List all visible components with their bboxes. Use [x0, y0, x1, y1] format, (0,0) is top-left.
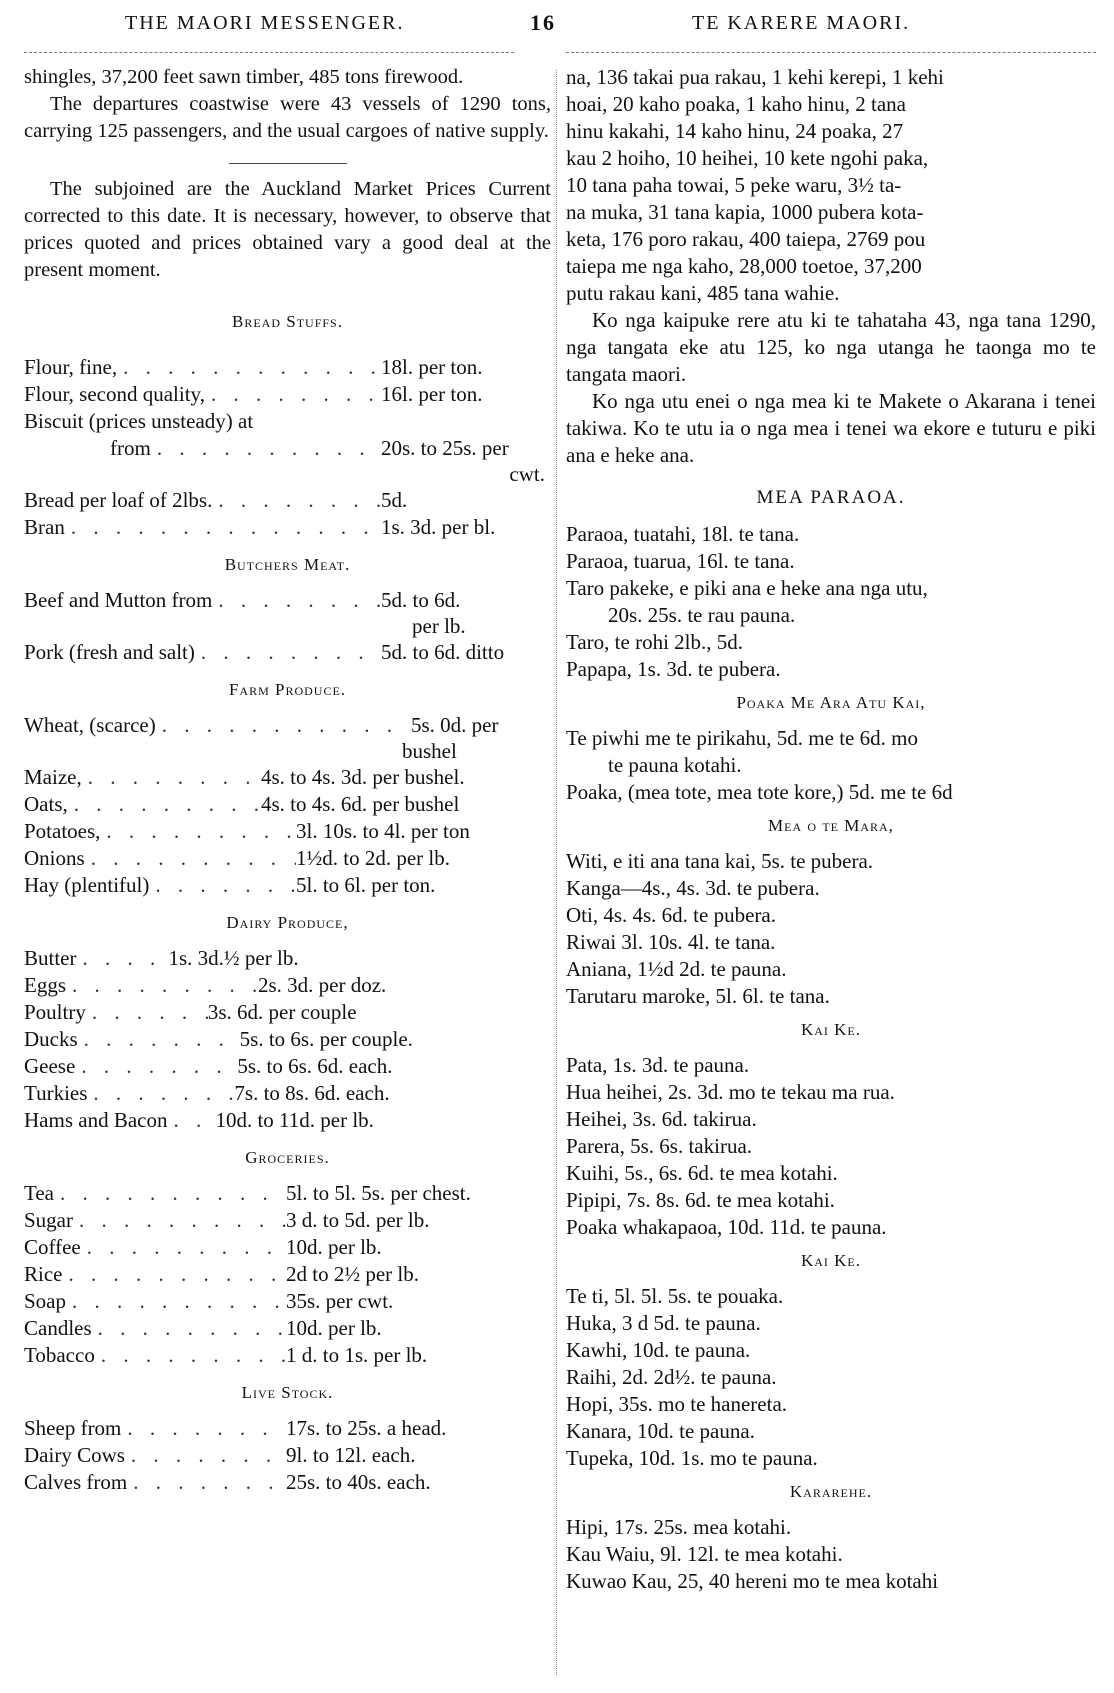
text-line: Raihi, 2d. 2d½. te pauna.: [566, 1365, 777, 1389]
price-row: Beef and Mutton from . . . 5d. to 6d.: [24, 587, 551, 614]
price-row: Butter . . . 1s. 3d.½ per lb.: [24, 945, 551, 972]
header-title-maori: TE KARERE MAORI.: [692, 12, 911, 34]
text-line: Aniana, 1½d 2d. te pauna.: [566, 957, 787, 981]
price-row: Ducks . . . 5s. to 6s. per couple.: [24, 1026, 551, 1053]
price-row: Poultry . . . 3s. 6d. per couple: [24, 999, 551, 1026]
text-line: Hipi, 17s. 25s. mea kotahi.: [566, 1515, 792, 1539]
text-line: Hopi, 35s. mo te hanereta.: [566, 1392, 788, 1416]
price-row: Dairy Cows . . . 9l. to 12l. each.: [24, 1442, 551, 1469]
price-list-meat: [24, 587, 551, 666]
maori-column: [566, 64, 1096, 1595]
price-list-livestock: [24, 1415, 551, 1496]
price-row: Eggs . . . 2s. 3d. per doz.: [24, 972, 551, 999]
price-row: Soap . . . 35s. per cwt.: [24, 1288, 551, 1315]
price-row: Geese . . . 5s. to 6s. 6d. each.: [24, 1053, 551, 1080]
price-row: from . . . 20s. to 25s. per: [24, 435, 551, 462]
text-line: Tarutaru maroke, 5l. 6l. te tana.: [566, 984, 830, 1008]
text-line: Paraoa, tuarua, 16l. te tana.: [566, 549, 795, 573]
text-line: Hua heihei, 2s. 3d. mo te tekau ma rua.: [566, 1080, 895, 1104]
text-line: 10 tana paha towai, 5 peke waru, 3½ ta-: [566, 173, 902, 197]
section-title-kai-ke-2: Kai Ke.: [800, 1251, 862, 1270]
text-line: Kawhi, 10d. te pauna.: [566, 1338, 751, 1362]
price-list-dairy: [24, 945, 551, 1134]
english-column: [24, 64, 551, 1496]
price-row: Flour, second quality, . . . 16l. per ton.: [24, 381, 551, 408]
shipping-list-maori: [566, 64, 1096, 307]
text-line: Te ti, 5l. 5l. 5s. te pouaka.: [566, 1284, 784, 1308]
section-title-poaka: Poaka Me Ara Atu Kai,: [736, 693, 926, 712]
market-intro-text: The subjoined are the Auckland Market Prices Current corrected to this date. It is necessary, however, to observe that prices quoted and prices obtained vary a good deal at the present moment.: [24, 178, 551, 281]
text-line: Witi, e iti ana tana kai, 5s. te pubera.: [566, 849, 874, 873]
price-list-bread-maori: [566, 521, 1096, 683]
text-line: te pauna kotahi.: [608, 753, 742, 777]
text-line: Kanara, 10d. te pauna.: [566, 1419, 755, 1443]
section-title-butchers-meat: Butchers Meat.: [224, 555, 351, 574]
price-row: Oats, . . . 4s. to 4s. 6d. per bushel: [24, 791, 551, 818]
text-line: Heihei, 3s. 6d. takirua.: [566, 1107, 757, 1131]
price-row: Sugar . . . 3 d. to 5d. per lb.: [24, 1207, 551, 1234]
price-row: Sheep from . . . 17s. to 25s. a head.: [24, 1415, 551, 1442]
price-list-groceries-maori: [566, 1283, 1096, 1472]
text-line: Pipipi, 7s. 8s. 6d. te mea kotahi.: [566, 1188, 835, 1212]
section-title-bread-stuffs: Bread Stuffs.: [232, 312, 343, 331]
price-row: Calves from . . . 25s. to 40s. each.: [24, 1469, 551, 1496]
price-row: Pork (fresh and salt) . . . 5d. to 6d. ditto: [24, 639, 551, 666]
price-row: Hams and Bacon . . . 10d. to 11d. per lb.: [24, 1107, 551, 1134]
text-line: Kau Waiu, 9l. 12l. te mea kotahi.: [566, 1542, 843, 1566]
text-line: Pata, 1s. 3d. te pauna.: [566, 1053, 750, 1077]
price-row: Potatoes, . . . 3l. 10s. to 4l. per ton: [24, 818, 551, 845]
text-line: Taro, te rohi 2lb., 5d.: [566, 630, 743, 654]
text-line: Huka, 3 d 5d. te pauna.: [566, 1311, 761, 1335]
price-list-livestock-maori: [566, 1514, 1096, 1595]
price-row: Rice . . . 2d to 2½ per lb.: [24, 1261, 551, 1288]
text-line: Kanga—4s., 4s. 3d. te pubera.: [566, 876, 820, 900]
shipping-arrivals-text: shingles, 37,200 feet sawn timber, 485 tons firewood.: [24, 66, 464, 88]
price-row: Hay (plentiful) . . . 5l. to 6l. per ton.: [24, 872, 551, 899]
short-divider: [229, 163, 347, 164]
price-list-groceries: [24, 1180, 551, 1369]
text-line: kau 2 hoiho, 10 heihei, 10 kete ngohi paka,: [566, 146, 929, 170]
departures-text-maori: Ko nga kaipuke rere atu ki te tahataha 43, nga tana 1290, nga tangata eke atu 125, ko nga utanga he taonga mo te tangata maori.: [566, 308, 1096, 386]
price-list-meat-maori: [566, 725, 1096, 806]
shipping-departures-text: The departures coastwise were 43 vessels of 1290 tons, carrying 125 passengers, and the usual cargoes of native supply.: [24, 93, 551, 142]
price-row: Turkies . . . 7s. to 8s. 6d. each.: [24, 1080, 551, 1107]
section-title-mea-o-te-mara: Mea o te Mara,: [768, 816, 894, 835]
text-line: Tupeka, 10d. 1s. mo te pauna.: [566, 1446, 818, 1470]
text-line: Kuwao Kau, 25, 40 hereni mo te mea kotahi: [566, 1569, 939, 1593]
header-title-english: THE MAORI MESSENGER.: [125, 12, 405, 34]
price-row: Maize, . . . 4s. to 4s. 3d. per bushel.: [24, 764, 551, 791]
text-line: Te piwhi me te pirikahu, 5d. me te 6d. mo: [566, 726, 918, 750]
text-line: Papapa, 1s. 3d. te pubera.: [566, 657, 781, 681]
price-row: Onions . . . 1½d. to 2d. per lb.: [24, 845, 551, 872]
text-line: na muka, 31 tana kapia, 1000 pubera kota-: [566, 200, 924, 224]
text-line: hinu kakahi, 14 kaho hinu, 24 poaka, 27: [566, 119, 904, 143]
header-rule-left: [24, 52, 514, 53]
text-line: hoai, 20 kaho poaka, 1 kaho hinu, 2 tana: [566, 92, 906, 116]
text-line: Riwai 3l. 10s. 4l. te tana.: [566, 930, 776, 954]
text-line: Poaka, (mea tote, mea tote kore,) 5d. me te 6d: [566, 780, 953, 804]
price-list-dairy-maori: [566, 1052, 1096, 1241]
page-number: 16: [530, 10, 556, 35]
price-list-farm-maori: [566, 848, 1096, 1010]
text-line: Oti, 4s. 4s. 6d. te pubera.: [566, 903, 776, 927]
price-row: Coffee . . . 10d. per lb.: [24, 1234, 551, 1261]
section-title-groceries: Groceries.: [245, 1148, 330, 1167]
price-continuation: bushel: [402, 739, 457, 763]
section-title-kai-ke: Kai Ke.: [800, 1020, 862, 1039]
price-row: Wheat, (scarce) . . . 5s. 0d. per: [24, 712, 551, 739]
price-row: Flour, fine, . . . 18l. per ton.: [24, 354, 551, 381]
price-row: Tobacco . . . 1 d. to 1s. per lb.: [24, 1342, 551, 1369]
price-continuation: cwt.: [509, 462, 545, 486]
section-title-farm-produce: Farm Produce.: [228, 680, 347, 699]
section-title-mea-paraoa: MEA PARAOA.: [756, 487, 906, 508]
price-row: Candles . . . 10d. per lb.: [24, 1315, 551, 1342]
text-line: taiepa me nga kaho, 28,000 toetoe, 37,200: [566, 254, 922, 278]
price-row: Bran . . . 1s. 3d. per bl.: [24, 514, 551, 541]
price-row: Biscuit (prices unsteady) at: [24, 409, 254, 433]
price-list-farm: [24, 712, 551, 899]
text-line: Parera, 5s. 6s. takirua.: [566, 1134, 753, 1158]
market-intro-text-maori: Ko nga utu enei o nga mea ki te Makete o Akarana i tenei takiwa. Ko te utu ia o nga mea i tenei wa ekore e tuturu e piki ana e heke ana.: [566, 389, 1096, 467]
text-line: putu rakau kani, 485 tana wahie.: [566, 281, 840, 305]
text-line: Taro pakeke, e piki ana e heke ana nga utu,: [566, 576, 928, 600]
column-divider: [556, 70, 557, 1675]
text-line: Poaka whakapaoa, 10d. 11d. te pauna.: [566, 1215, 887, 1239]
section-title-live-stock: Live Stock.: [241, 1383, 334, 1402]
header-rule-right: [566, 52, 1096, 53]
text-line: Paraoa, tuatahi, 18l. te tana.: [566, 522, 800, 546]
price-row: Tea . . . 5l. to 5l. 5s. per chest.: [24, 1180, 551, 1207]
text-line: 20s. 25s. te rau pauna.: [608, 603, 796, 627]
text-line: na, 136 takai pua rakau, 1 kehi kerepi, 1 kehi: [566, 65, 944, 89]
text-line: keta, 176 poro rakau, 400 taiepa, 2769 pou: [566, 227, 926, 251]
section-title-dairy-produce: Dairy Produce,: [226, 913, 349, 932]
section-title-kararehe: Kararehe.: [789, 1482, 873, 1501]
price-row: Bread per loaf of 2lbs. . . . 5d.: [24, 487, 551, 514]
price-list-bread: [24, 354, 551, 541]
text-line: Kuihi, 5s., 6s. 6d. te mea kotahi.: [566, 1161, 838, 1185]
running-header: [0, 8, 1114, 48]
price-continuation: per lb.: [412, 614, 466, 638]
